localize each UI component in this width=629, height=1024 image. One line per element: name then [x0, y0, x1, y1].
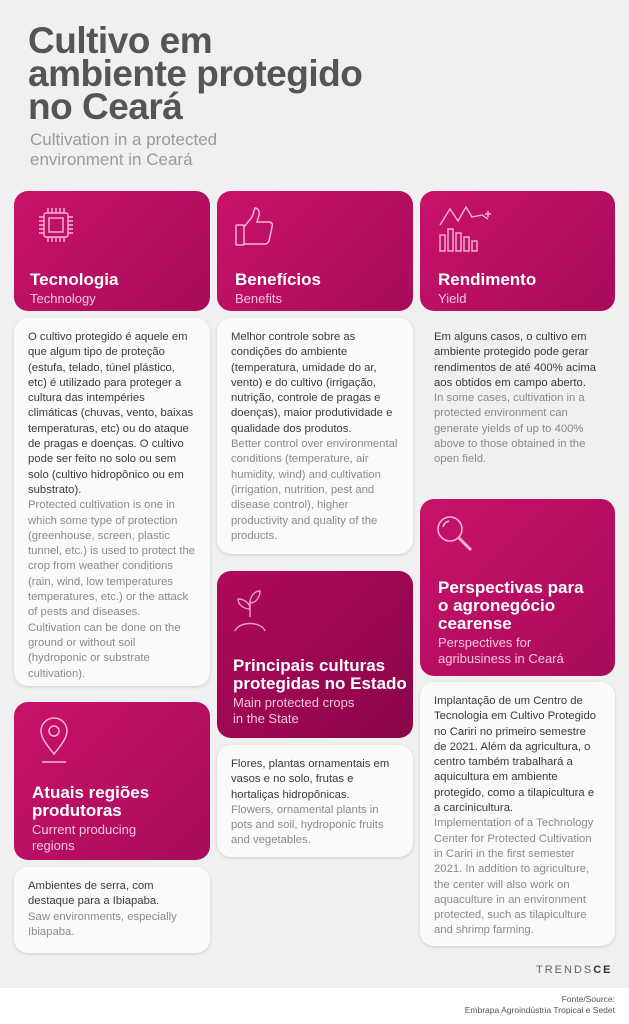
card-title-line: o agronegócio [438, 596, 556, 615]
map-pin-icon [36, 716, 72, 768]
card-title-line: Perspectivas para [438, 578, 584, 597]
card-title-line: protegidas no Estado [233, 674, 407, 693]
sprout-icon [231, 587, 269, 633]
card-text-en: Saw environments, especially Ibiapaba. [28, 910, 177, 938]
card-subtitle-line: in the State [233, 711, 299, 726]
thumbs-up-icon [233, 203, 279, 249]
source-note [465, 994, 615, 1016]
page-title [28, 20, 363, 127]
card-title-line: Principais culturas [233, 656, 386, 675]
card-header-tecnologia [14, 191, 210, 311]
card-body-regioes [14, 867, 210, 953]
card-body-rendimento [420, 318, 615, 476]
subtitle-line: environment in Ceará [30, 150, 193, 169]
magnifier-icon [434, 513, 476, 555]
card-header-beneficios [217, 191, 413, 311]
card-title: Benefícios [235, 270, 321, 289]
card-header-rendimento [420, 191, 615, 311]
card-text-pt: Implantação de um Centro de Tecnologia em Cultivo Protegido no Cariri no primeiro semestre de 2021. Além da agricultura, o centro também trabalhará a aquicultura em ambiente protegido, como a tilapicultura e a carcinicultura. [434, 695, 597, 815]
page-subtitle [30, 130, 217, 170]
card-title-line: produtoras [32, 801, 122, 820]
card-header-regioes [14, 702, 210, 860]
card-text-en: Better control over environmental conditions (temperature, air humidity, wind) and cultivation (irrigation, nutrition, pest and disease control), higher productivity and quality of the products. [231, 438, 398, 542]
title-line: no Ceará [28, 86, 183, 127]
card-text-en: In some cases, cultivation in a protected environment can generate yields of up to 400% above to those obtained in the open field. [434, 392, 586, 466]
card-subtitle: Yield [438, 291, 467, 306]
card-body-beneficios [217, 318, 413, 554]
source-label: Fonte/Source: [561, 994, 615, 1004]
card-header-culturas [217, 571, 413, 738]
card-body-perspectivas [420, 682, 615, 946]
card-subtitle-line: Main protected crops [233, 695, 355, 710]
source-value: Embrapa Agroindústria Tropical e Sedet [464, 1005, 615, 1015]
card-subtitle-line: agribusiness in Ceará [438, 651, 564, 666]
title-line: ambiente protegido [28, 53, 363, 94]
card-title-line: cearense [438, 614, 512, 633]
card-text-en: Protected cultivation is one in which some type of protection (greenhouse, screen, plastic tunnel, etc.) is used to protect the crop from weather conditions (rain, wind, low temperatures temperatures, etc.) or the attack of pests and diseases. Cultivation can be done on the ground or without soil (hydroponic or substrate cultivation). [28, 499, 196, 680]
card-body-tecnologia [14, 318, 210, 686]
card-text-pt: Melhor controle sobre as condições do ambiente (temperatura, umidade do ar, vento) e do cultivo (irrigação, nutrição, controle de pragas e doenças), maior produtividade e qualidade dos produtos. [231, 331, 393, 435]
card-subtitle-line: regions [32, 838, 75, 853]
card-subtitle-line: Current producing [32, 822, 137, 837]
card-subtitle: Technology [30, 291, 96, 306]
card-subtitle-line: Perspectives for [438, 635, 532, 650]
card-text-en: Flowers, ornamental plants in pots and soil, hydroponic fruits and vegetables. [231, 803, 384, 847]
brand-left: TRENDS [536, 964, 594, 976]
card-title: Tecnologia [30, 270, 119, 289]
card-subtitle: Benefits [235, 291, 282, 306]
subtitle-line: Cultivation in a protected [30, 130, 218, 149]
card-header-perspectivas [420, 499, 615, 676]
card-body-culturas [217, 745, 413, 857]
card-text-en: Implementation of a Technology Center for Protected Cultivation in Cariri in the first semester 2021. In addition to agriculture, the center will also work on aquaculture in an environment protected, such as tilapiculture and shrimp farming. [434, 817, 594, 937]
card-text-pt: Em alguns casos, o cultivo em ambiente protegido pode gerar rendimentos de até 400% acima aos obtidos em campo aberto. [434, 331, 597, 389]
brand-right: CE [593, 964, 613, 976]
card-title: Rendimento [438, 270, 537, 289]
card-title-line: Atuais regiões [32, 783, 150, 802]
card-text-pt: Flores, plantas ornamentais em vasos e no solo, frutas e hortaliças hidropônicas. [231, 758, 390, 801]
card-text-pt: O cultivo protegido é aquele em que algum tipo de proteção (estufa, telado, túnel plástico, etc) é utilizado para proteger a cultura das intempéries climáticas (chuvas, vento, baixas temperaturas, etc) ou do ataque de pragas e doenças. O cultivo pode ser feito no solo ou sem solo (cultivo hidropônico ou em substrato). [28, 331, 194, 496]
card-text-pt: Ambientes de serra, com destaque para a Ibiapaba. [28, 880, 160, 908]
growth-chart-icon [436, 203, 496, 253]
title-line: Cultivo em [28, 20, 213, 61]
brand-logo [536, 964, 613, 976]
chip-icon [36, 205, 76, 245]
